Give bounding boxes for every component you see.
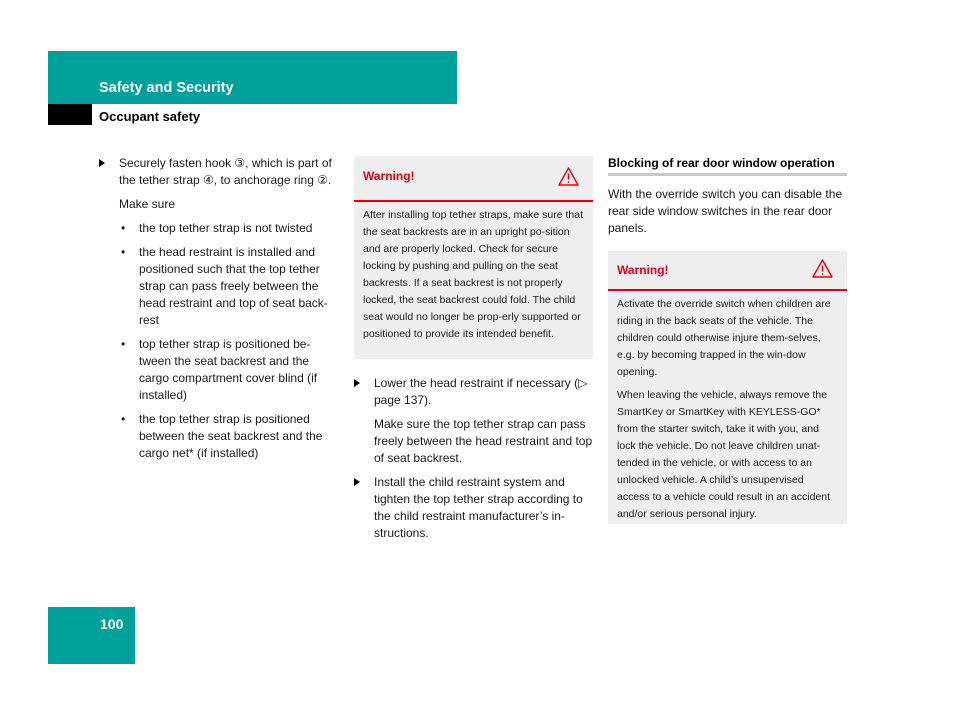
warning-box: [608, 251, 847, 524]
warning-body: [608, 291, 847, 529]
column-right-intro: With the override switch you can disable the rear side window switches in the rear door panels.: [608, 187, 843, 235]
warning-header: [608, 251, 847, 291]
list-item: • the head restraint is installed and positioned such that the top tether strap can pass freely between the head restraint and top of seat back-rest: [121, 245, 328, 327]
section-title: Occupant safety: [99, 109, 201, 124]
instruction-note: Make sure the top tether strap can pass freely between the head restraint and top of seat backrest.: [374, 417, 593, 465]
warning-triangle-icon: [558, 167, 579, 186]
warning-text: After installing top tether straps, make sure that the seat backrests are in an upright po-sition and are properly locked. Check for secure locking by pushing and pulling on the seat backrests. If a seat backrest is not properly locked, the seat backrest could fold. The child seat would no longer be prop-erly supported or positioned to provide its intended benefit.: [363, 209, 584, 340]
warning-header: [354, 156, 593, 202]
warning-title: Warning!: [363, 169, 415, 183]
warning-triangle-icon: [812, 259, 833, 278]
column-middle: [354, 375, 594, 542]
bullet-icon: •: [121, 221, 126, 235]
bullet-icon: •: [121, 337, 126, 351]
bullet-icon: •: [121, 412, 126, 426]
arrow-right-icon: [354, 478, 360, 486]
arrow-right-icon: [354, 379, 360, 387]
warning-title: Warning!: [617, 263, 669, 277]
list-item: • top tether strap is positioned be-tween the seat backrest and the cargo compartment cover blind (if installed): [121, 337, 318, 402]
warning-paragraph: Activate the override switch when children are riding in the back seats of the vehicle. The children could otherwise injure them-selves, e.g. by becoming trapped in the win-dow opening.: [617, 298, 831, 378]
header-band: [48, 51, 457, 104]
warning-box: [354, 156, 593, 359]
bullet-icon: •: [121, 245, 126, 259]
instruction-step: Securely fasten hook ③, which is part of the tether strap ④, to anchorage ring ②.: [99, 155, 339, 189]
list-item: • the top tether strap is positioned between the seat backrest and the cargo net* (if installed): [121, 412, 323, 460]
chapter-title: Safety and Security: [99, 80, 234, 96]
instruction-step: Install the child restraint system and tighten the top tether strap according to the child restraint manufacturer’s in-structions.: [354, 474, 594, 542]
warning-body: [354, 202, 593, 349]
instruction-step: Lower the head restraint if necessary (▷ page 137).: [354, 375, 594, 409]
section-marker: [48, 104, 92, 125]
subsection-heading: Blocking of rear door window operation: [608, 156, 847, 176]
page-number: 100: [100, 616, 124, 632]
make-sure-label: Make sure: [119, 197, 176, 211]
column-left: [99, 155, 339, 462]
list-item: • the top tether strap is not twisted: [121, 221, 313, 235]
arrow-right-icon: [99, 159, 105, 167]
warning-paragraph: When leaving the vehicle, always remove the SmartKey or SmartKey with KEYLESS-GO* from the starter switch, take it with you, and lock the vehicle. Do not leave children unat-tended in the vehicle, or with access to an unlocked vehicle. A child’s unsupervised access to a vehicle could result in an accident and/or serious personal injury.: [617, 389, 831, 520]
